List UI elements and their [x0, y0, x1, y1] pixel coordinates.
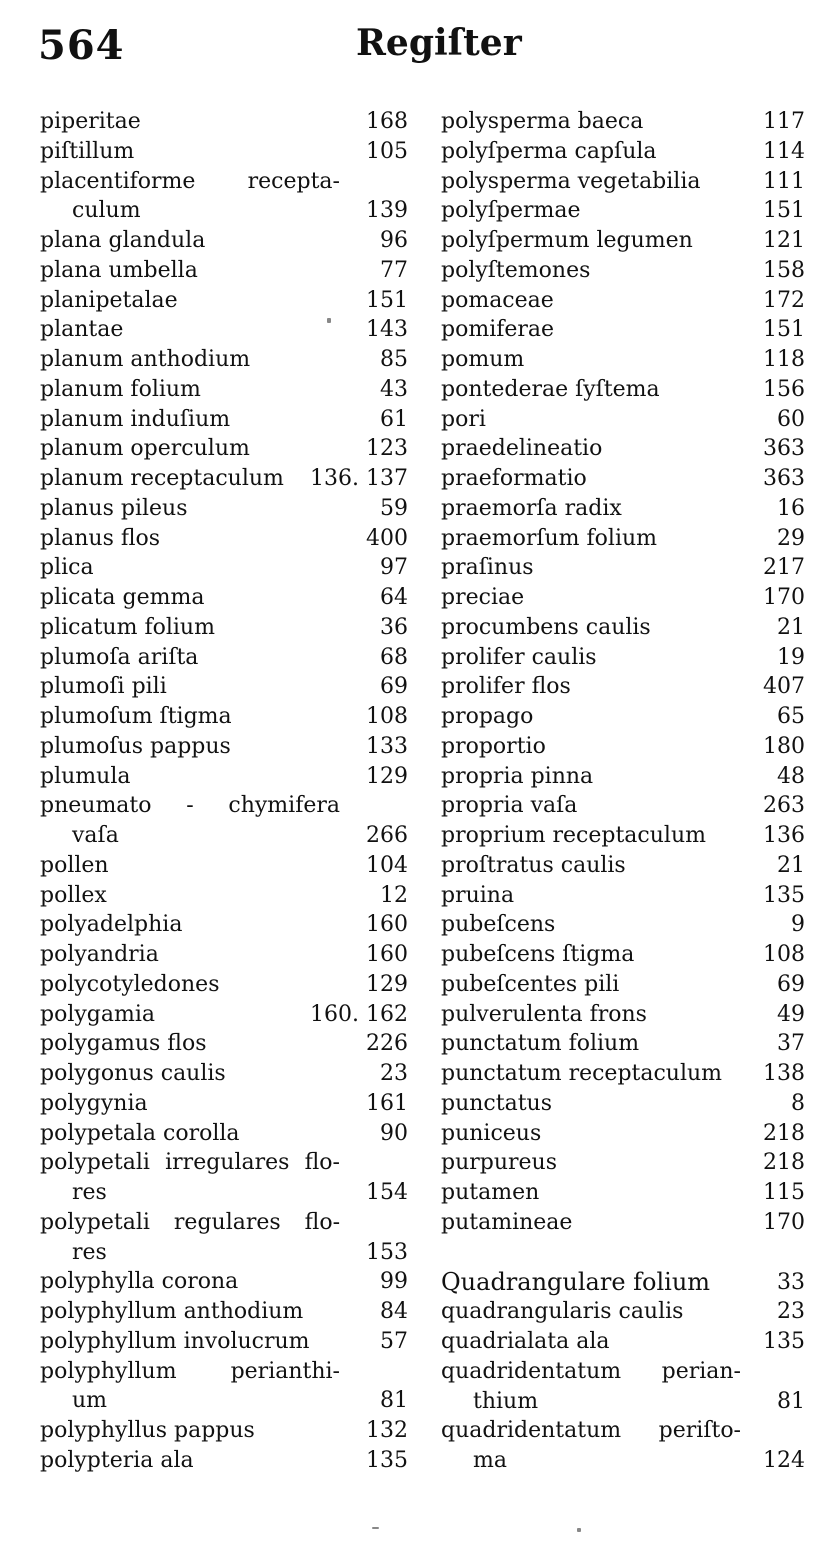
- index-page-ref: 96: [380, 228, 408, 253]
- index-entry: [40, 1416, 408, 1446]
- index-page-ref: 160: [366, 942, 408, 967]
- index-entry: [441, 851, 805, 881]
- index-page-ref: 64: [380, 585, 408, 610]
- index-entry: [40, 1446, 408, 1476]
- index-page-ref: 123: [366, 436, 408, 462]
- index-page-ref: 143: [366, 317, 408, 343]
- page-number: 564: [38, 22, 125, 69]
- index-page-ref: 108: [763, 942, 805, 967]
- index-term: polysperma baeca: [441, 109, 644, 134]
- index-page-ref: 226: [366, 1031, 408, 1057]
- index-term: polyſpermae: [441, 198, 581, 224]
- index-term: punctatus: [441, 1090, 552, 1116]
- index-term: planus pileus: [40, 495, 188, 521]
- index-page-ref: 139: [366, 198, 408, 224]
- index-entry: [40, 137, 408, 167]
- index-term: planipetalae: [40, 287, 178, 313]
- index-column-right: [441, 107, 805, 1476]
- index-term: pubeſcens ſtigma: [441, 942, 635, 967]
- index-entry: [40, 553, 408, 583]
- index-page-ref: 121: [763, 228, 805, 253]
- index-entry: [40, 286, 408, 316]
- index-term: punctatum receptaculum: [441, 1061, 723, 1086]
- index-entry: [441, 791, 805, 821]
- index-page-ref: 61: [380, 406, 408, 432]
- index-entry: [441, 464, 805, 494]
- index-page-ref: 85: [380, 347, 408, 372]
- index-entry: [441, 1268, 805, 1298]
- index-page-ref: 135: [366, 1447, 408, 1473]
- index-term: prolifer flos: [441, 674, 571, 700]
- index-page-ref: 124: [763, 1448, 805, 1473]
- index-page-ref: 99: [380, 1269, 408, 1295]
- index-term: praemorſum folium: [441, 525, 658, 551]
- index-entry: [40, 405, 408, 435]
- index-page-ref: 36: [380, 614, 408, 640]
- index-term: polyandria: [40, 942, 159, 967]
- index-page-ref: 37: [777, 1031, 805, 1057]
- scan-speck: [577, 1528, 581, 1532]
- index-page-ref: 48: [777, 763, 805, 789]
- index-entry: [40, 434, 408, 464]
- index-page-ref: 114: [763, 138, 805, 164]
- index-entry: [40, 1119, 408, 1149]
- index-page-ref: 65: [777, 704, 805, 729]
- index-entry: [40, 226, 408, 256]
- index-term: placentiforme recepta-: [40, 168, 340, 194]
- index-entry: [441, 286, 805, 316]
- index-page-ref: 97: [380, 555, 408, 581]
- scan-speck: [372, 1527, 379, 1529]
- index-term: polyphyllum involucrum: [40, 1328, 310, 1354]
- index-page-ref: 136: [763, 823, 805, 848]
- index-page-ref: 129: [366, 763, 408, 789]
- index-page-ref: 218: [763, 1150, 805, 1176]
- index-entry: [40, 345, 408, 375]
- index-page-ref: 151: [763, 317, 805, 343]
- index-page-ref: 33: [777, 1269, 805, 1295]
- index-entry: [40, 196, 408, 226]
- index-page-ref: 69: [380, 674, 408, 700]
- index-entry: [441, 1119, 805, 1149]
- index-page-ref: 170: [763, 585, 805, 610]
- index-entry: [441, 1059, 805, 1089]
- index-entry: [40, 167, 408, 197]
- index-page-ref: 161: [366, 1090, 408, 1116]
- index-term: planum induſium: [40, 406, 231, 432]
- index-entry: [441, 1387, 805, 1417]
- index-page-ref: 81: [380, 1388, 408, 1414]
- index-column-left: [40, 107, 408, 1476]
- index-term: pori: [441, 406, 486, 432]
- index-entry: [441, 196, 805, 226]
- index-spacer: [441, 1238, 805, 1268]
- index-page-ref: 170: [763, 1209, 805, 1235]
- running-title: Regiſter: [356, 22, 522, 64]
- index-entry: [40, 643, 408, 673]
- index-page-ref: 90: [380, 1120, 408, 1146]
- index-entry: [441, 434, 805, 464]
- index-page-ref: 23: [380, 1061, 408, 1086]
- index-entry: [40, 940, 408, 970]
- index-term: planum folium: [40, 376, 201, 402]
- index-page-ref: 84: [380, 1299, 408, 1324]
- index-term: plumoſa ariſta: [40, 644, 199, 670]
- index-entry: [40, 762, 408, 792]
- index-entry: [40, 1357, 408, 1387]
- index-entry: [40, 613, 408, 643]
- index-entry: [40, 1267, 408, 1297]
- index-page-ref: 77: [380, 257, 408, 283]
- index-term: plumoſum ſtigma: [40, 704, 232, 729]
- index-term: praemorſa radix: [441, 495, 622, 521]
- index-term: planum anthodium: [40, 347, 251, 372]
- index-entry: [40, 1148, 408, 1178]
- index-entry: [40, 821, 408, 851]
- index-term: polyphyllum perianthi-: [40, 1358, 340, 1384]
- index-entry: [40, 910, 408, 940]
- index-page-ref: 19: [777, 644, 805, 670]
- index-term: pollen: [40, 852, 109, 878]
- index-page-ref: 29: [777, 525, 805, 551]
- index-entry: [441, 702, 805, 732]
- index-term: ma: [473, 1448, 507, 1473]
- index-page-ref: 172: [763, 287, 805, 313]
- index-term: planum receptaculum: [40, 466, 284, 491]
- index-entry: [441, 494, 805, 524]
- index-page-ref: 218: [763, 1120, 805, 1146]
- index-entry: [441, 107, 805, 137]
- index-entry: [40, 1178, 408, 1208]
- index-term: praeformatio: [441, 466, 587, 491]
- index-entry: [40, 107, 408, 137]
- index-entry: [441, 821, 805, 851]
- index-entry: [441, 1148, 805, 1178]
- index-term: polyſperma capſula: [441, 138, 657, 164]
- index-page-ref: 129: [366, 971, 408, 997]
- index-term: plantae: [40, 317, 124, 343]
- index-page-ref: 138: [763, 1061, 805, 1086]
- index-page-ref: 57: [380, 1328, 408, 1354]
- index-term: pomaceae: [441, 287, 554, 313]
- scan-speck: [327, 318, 331, 323]
- index-term: plumula: [40, 763, 131, 789]
- index-term: purpureus: [441, 1150, 558, 1176]
- index-page-ref: 132: [366, 1418, 408, 1443]
- index-term: proprium receptaculum: [441, 823, 706, 848]
- index-term: polyphylla corona: [40, 1269, 239, 1295]
- index-entry: [441, 940, 805, 970]
- index-page-ref: 158: [763, 257, 805, 283]
- index-term: thium: [473, 1388, 539, 1414]
- index-term: plana umbella: [40, 257, 198, 283]
- index-entry: [441, 970, 805, 1000]
- index-term: pubeſcens: [441, 912, 556, 938]
- index-entry: [441, 881, 805, 911]
- index-entry: [441, 137, 805, 167]
- index-term: praſinus: [441, 555, 534, 581]
- page-header: [0, 22, 830, 82]
- index-term: procumbens caulis: [441, 614, 651, 640]
- index-entry: [40, 851, 408, 881]
- index-page-ref: 133: [366, 733, 408, 759]
- index-term: polygonus caulis: [40, 1061, 226, 1086]
- index-page-ref: 105: [366, 138, 408, 164]
- index-entry: [441, 1029, 805, 1059]
- index-page-ref: 104: [366, 852, 408, 878]
- index-page-ref: 156: [763, 376, 805, 402]
- index-page-ref: 118: [763, 347, 805, 372]
- index-term: polyphyllus pappus: [40, 1418, 255, 1443]
- index-term: quadridentatum perian-: [441, 1358, 741, 1384]
- index-entry: [40, 672, 408, 702]
- index-term: putamen: [441, 1180, 540, 1205]
- index-term: quadridentatum periſto-: [441, 1418, 741, 1444]
- index-term: plumoſi pili: [40, 674, 167, 700]
- index-entry: [441, 375, 805, 405]
- index-entry: [441, 345, 805, 375]
- index-page-ref: 135: [763, 1329, 805, 1354]
- index-term: polysperma vegetabilia: [441, 168, 701, 194]
- index-entry: [40, 1386, 408, 1416]
- index-entry: [441, 1178, 805, 1208]
- index-entry: [40, 1059, 408, 1089]
- index-term: piperitae: [40, 109, 141, 134]
- index-term: polygamus flos: [40, 1031, 207, 1057]
- index-entry: [40, 1000, 408, 1030]
- index-term: polypetali regulares flo-: [40, 1209, 340, 1235]
- index-term: vaſa: [72, 823, 119, 848]
- index-page-ref: 16: [777, 495, 805, 521]
- index-term: res: [72, 1180, 107, 1205]
- index-entry: [441, 583, 805, 613]
- index-page-ref: 68: [380, 644, 408, 670]
- index-term: polypteria ala: [40, 1447, 194, 1473]
- index-entry: [441, 643, 805, 673]
- index-page-ref: 49: [777, 1001, 805, 1027]
- index-term: plicatum folium: [40, 614, 215, 640]
- index-entry: [40, 1327, 408, 1357]
- index-entry: [441, 1297, 805, 1327]
- index-term: pneumato - chymifera: [40, 793, 340, 819]
- index-entry: [441, 1357, 805, 1387]
- index-page-ref: 115: [763, 1180, 805, 1205]
- index-page-ref: 154: [366, 1180, 408, 1205]
- index-page-ref: 151: [763, 198, 805, 224]
- index-entry: [441, 1416, 805, 1446]
- index-term: res: [72, 1239, 107, 1265]
- index-entry: [40, 1029, 408, 1059]
- index-page-ref: 168: [366, 109, 408, 134]
- index-page-ref: 12: [380, 882, 408, 908]
- index-term: pontederae ſyſtema: [441, 376, 660, 402]
- index-term: polygynia: [40, 1090, 148, 1116]
- index-term: polyphyllum anthodium: [40, 1299, 304, 1324]
- index-term: pubeſcentes pili: [441, 971, 620, 997]
- index-page-ref: 23: [777, 1299, 805, 1325]
- index-entry: [441, 1208, 805, 1238]
- index-page-ref: 217: [763, 555, 805, 581]
- index-page-ref: 180: [763, 733, 805, 759]
- index-page-ref: 43: [380, 376, 408, 402]
- index-entry: [40, 1297, 408, 1327]
- index-term: Quadrangulare folium: [441, 1267, 711, 1296]
- index-entry: [441, 1446, 805, 1476]
- index-entry: [441, 553, 805, 583]
- index-entry: [40, 881, 408, 911]
- index-term: planus flos: [40, 525, 161, 551]
- index-term: praedelineatio: [441, 436, 603, 462]
- index-entry: [441, 762, 805, 792]
- index-term: plumoſus pappus: [40, 733, 231, 759]
- index-term: punctatum folium: [441, 1031, 640, 1057]
- index-term: putamineae: [441, 1209, 573, 1235]
- index-entry: [441, 1089, 805, 1119]
- index-entry: [40, 1208, 408, 1238]
- index-entry: [40, 1238, 408, 1268]
- index-page-ref: 69: [777, 971, 805, 997]
- index-term: prolifer caulis: [441, 644, 597, 670]
- index-entry: [40, 524, 408, 554]
- index-page-ref: 160. 162: [310, 1001, 408, 1027]
- index-entry: [40, 702, 408, 732]
- index-term: propria pinna: [441, 763, 594, 789]
- index-page-ref: 136. 137: [310, 466, 408, 491]
- index-entry: [441, 226, 805, 256]
- index-entry: [441, 613, 805, 643]
- index-term: plica: [40, 555, 94, 581]
- index-term: polycotyledones: [40, 971, 220, 997]
- index-term: polyſtemones: [441, 257, 591, 283]
- index-term: pollex: [40, 882, 107, 908]
- index-entry: [40, 732, 408, 762]
- index-entry: [40, 791, 408, 821]
- index-page-ref: 363: [763, 436, 805, 462]
- index-term: quadrangularis caulis: [441, 1299, 684, 1325]
- index-term: plana glandula: [40, 228, 206, 253]
- index-term: um: [72, 1388, 108, 1414]
- index-entry: [441, 315, 805, 345]
- index-page-ref: 266: [366, 823, 408, 848]
- index-page-ref: 60: [777, 406, 805, 432]
- index-entry: [441, 405, 805, 435]
- index-entry: [441, 732, 805, 762]
- index-page-ref: 153: [366, 1239, 408, 1265]
- index-term: polyadelphia: [40, 912, 183, 938]
- index-term: plicata gemma: [40, 585, 205, 610]
- index-page-ref: 108: [366, 704, 408, 729]
- index-page-ref: 400: [366, 525, 408, 551]
- index-term: quadrialata ala: [441, 1329, 610, 1354]
- index-term: pomum: [441, 347, 525, 372]
- index-entry: [40, 1089, 408, 1119]
- index-entry: [40, 375, 408, 405]
- index-term: polyſpermum legumen: [441, 228, 693, 253]
- index-term: pulverulenta frons: [441, 1001, 647, 1027]
- index-term: polypetali irregulares flo-: [40, 1150, 340, 1176]
- index-term: puniceus: [441, 1120, 542, 1146]
- index-term: proſtratus caulis: [441, 852, 626, 878]
- index-page-ref: 151: [366, 287, 408, 313]
- index-term: pruina: [441, 882, 515, 908]
- index-entry: [40, 583, 408, 613]
- index-entry: [441, 1000, 805, 1030]
- index-term: pomiferae: [441, 317, 555, 343]
- index-page-ref: 363: [763, 466, 805, 491]
- index-page-ref: 8: [791, 1090, 805, 1116]
- index-term: polygamia: [40, 1001, 156, 1027]
- index-entry: [441, 910, 805, 940]
- index-page-ref: 21: [777, 852, 805, 878]
- index-term: preciae: [441, 585, 525, 610]
- index-entry: [40, 256, 408, 286]
- index-page-ref: 21: [777, 614, 805, 640]
- index-term: polypetala corolla: [40, 1120, 240, 1146]
- index-page-ref: 81: [777, 1388, 805, 1414]
- index-entry: [441, 672, 805, 702]
- index-entry: [441, 524, 805, 554]
- index-page-ref: 407: [763, 674, 805, 700]
- index-entry: [441, 256, 805, 286]
- index-term: propago: [441, 704, 534, 729]
- index-term: propria vaſa: [441, 793, 578, 819]
- index-entry: [40, 494, 408, 524]
- index-entry: [40, 970, 408, 1000]
- index-entry: [441, 1327, 805, 1357]
- index-page-ref: 263: [763, 793, 805, 819]
- index-entry: [441, 167, 805, 197]
- index-entry: [40, 315, 408, 345]
- index-page-ref: 160: [366, 912, 408, 938]
- index-term: proportio: [441, 733, 546, 759]
- index-entry: [40, 464, 408, 494]
- index-page-ref: 59: [380, 495, 408, 521]
- index-page-ref: 111: [763, 168, 805, 194]
- index-page-ref: 117: [763, 109, 805, 134]
- index-term: culum: [72, 198, 141, 224]
- index-page-ref: 135: [763, 882, 805, 908]
- index-term: planum operculum: [40, 436, 250, 462]
- index-page-ref: 9: [791, 912, 805, 938]
- index-term: piſtillum: [40, 138, 135, 164]
